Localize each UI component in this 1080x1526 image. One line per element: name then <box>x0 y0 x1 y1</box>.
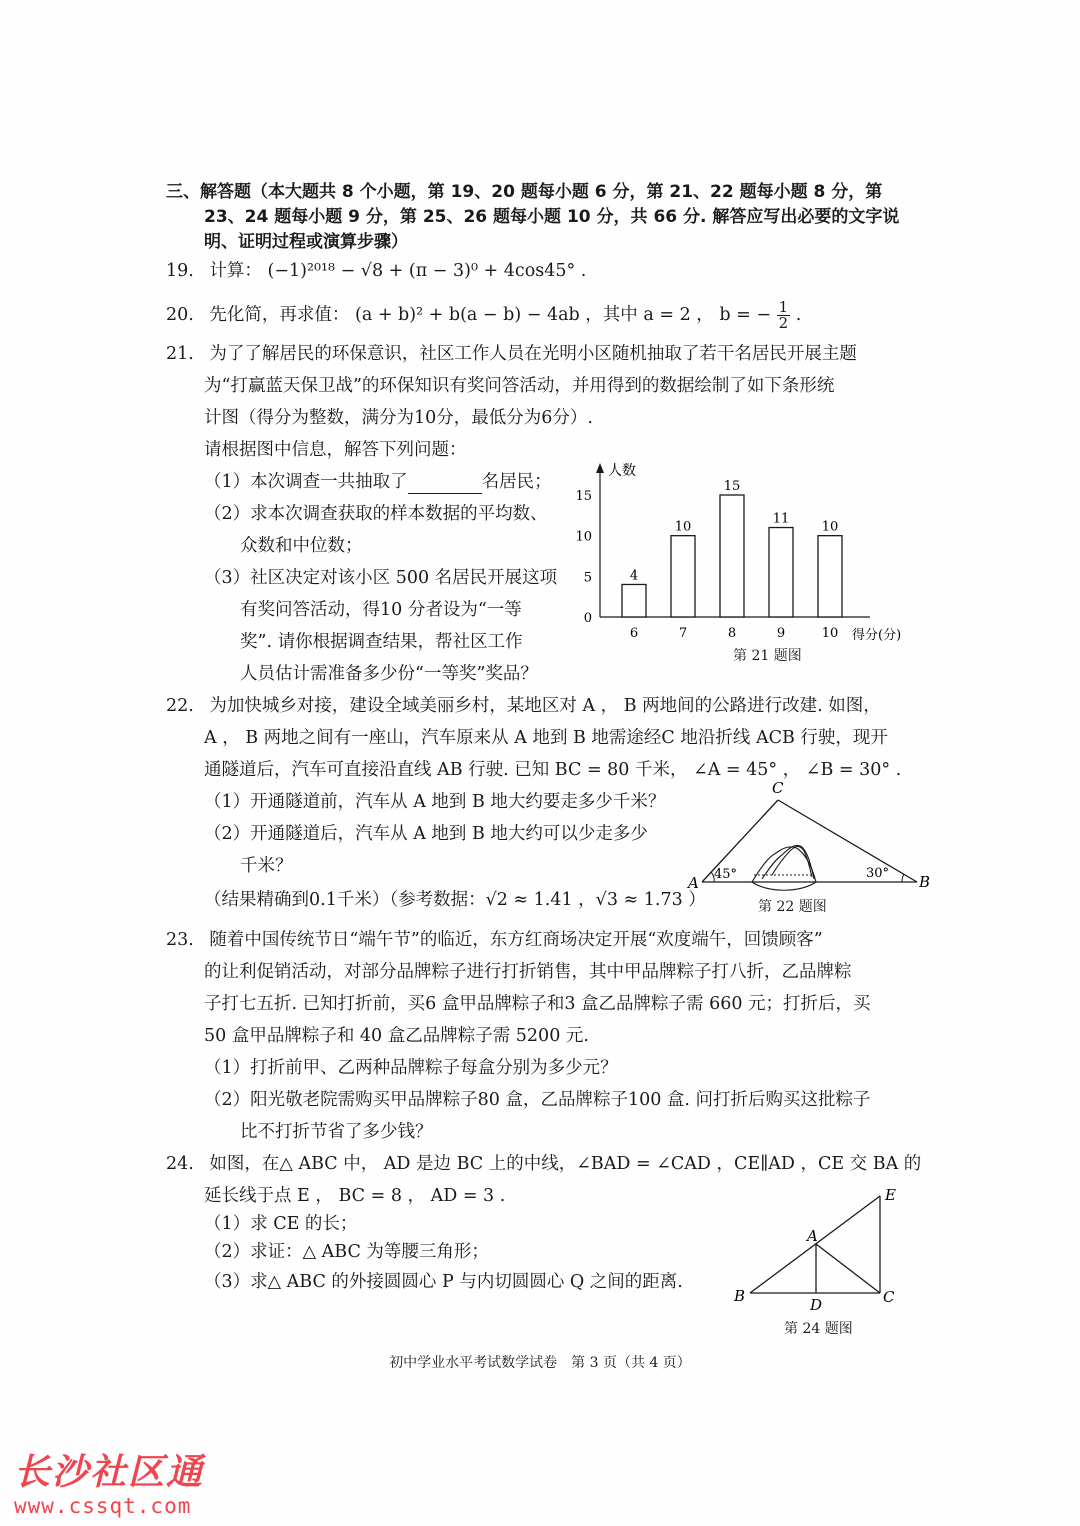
angle-label-b: 30° <box>866 866 890 881</box>
segment-ac <box>816 1244 880 1293</box>
triangle-abc-figure <box>728 1180 908 1315</box>
question-21-part3b: 有奖问答活动，得10 分者设为“一等 <box>240 600 522 620</box>
question-number: 24. <box>166 1154 194 1174</box>
section-heading-line2: 23、24 题每小题 9 分，第 25、26 题每小题 10 分，共 66 分. 解答应写出必要的文字说 <box>204 207 900 227</box>
question-23-line1 <box>166 928 823 952</box>
y-tick-label: 10 <box>575 529 592 545</box>
question-21-part3d: 人员估计需准备多少份“一等奖”奖品？ <box>240 664 538 684</box>
label-c: C <box>772 779 784 797</box>
question-21-part2a: （2）求本次调查获取的样本数据的平均数、 <box>204 504 548 524</box>
chart-caption: 第 21 题图 <box>733 648 802 664</box>
bar <box>769 528 793 617</box>
question-23-part2a: （2）阳光敬老院需购买甲品牌粽子80 盒，乙品牌粽子100 盒. 问打折后购买这批粽子 <box>204 1090 871 1110</box>
question-19 <box>166 259 586 283</box>
question-text: 为了了解居民的环保意识，社区工作人员在光明小区随机抽取了若干名居民开展主题 <box>209 344 857 364</box>
bar <box>622 584 646 617</box>
label-a: A <box>807 1227 818 1245</box>
question-number: 21. <box>166 344 194 364</box>
question-24-part1: （1）求 CE 的长； <box>204 1214 358 1234</box>
label-d: D <box>810 1296 823 1314</box>
bar-chart <box>570 455 930 645</box>
question-23-part1: （1）打折前甲、乙两种品牌粽子每盒分别为多少元？ <box>204 1058 618 1078</box>
question-text: 为加快城乡对接，建设全域美丽乡村，某地区对 A ， B 两地间的公路进行改建. 如图， <box>209 696 881 716</box>
page-footer: 初中学业水平考试数学试卷 第 3 页（共 4 页） <box>389 1355 691 1371</box>
question-23-part2b: 比不打折节省了多少钱？ <box>240 1122 433 1142</box>
question-24-part3: （3）求△ ABC 的外接圆圆心 P 与内切圆圆心 Q 之间的距离. <box>204 1272 683 1292</box>
question-23-line3: 子打七五折. 已知打折前，买6 盒甲品牌粽子和3 盒乙品牌粽子需 660 元；打折后，买 <box>204 994 871 1014</box>
question-24-line2: 延长线于点 E ， BC = 8 ， AD = 3 . <box>204 1186 506 1206</box>
part-text: （1）本次调查一共抽取了 <box>204 472 408 492</box>
question-21-part2b: 众数和中位数； <box>240 536 363 556</box>
y-tick-label: 15 <box>575 489 592 504</box>
section-heading-line3: 明、证明过程或演算步骤） <box>204 232 408 252</box>
x-tick-label: 8 <box>727 626 737 641</box>
question-21-line2: 为“打赢蓝天保卫战”的环保知识有奖问答活动，并用得到的数据绘制了如下条形统 <box>204 376 835 396</box>
x-tick-label: 7 <box>678 626 688 641</box>
question-22-note: （结果精确到0.1千米）（参考数据：√2 ≈ 1.41 ，√3 ≈ 1.73 ） <box>204 890 706 910</box>
y-axis-arrow <box>596 463 604 473</box>
bar-value-label: 4 <box>629 568 639 584</box>
question-24-part2: （2）求证：△ ABC 为等腰三角形； <box>204 1242 489 1262</box>
label-e: E <box>885 1186 896 1204</box>
question-21-line1 <box>166 342 857 366</box>
answer-blank <box>408 477 482 494</box>
question-22-part2a: （2）开通隧道后，汽车从 A 地到 B 地大约可以少走多少 <box>204 824 648 844</box>
mountain-triangle-figure <box>680 775 930 895</box>
question-23-line4: 50 盒甲品牌粽子和 40 盒乙品牌粽子需 5200 元. <box>204 1026 589 1046</box>
bar <box>818 536 842 617</box>
question-23-line2: 的让利促销活动，对部分品牌粽子进行打折销售，其中甲品牌粽子打八折，乙品牌粽 <box>204 962 852 982</box>
fraction <box>777 300 791 331</box>
question-number: 22. <box>166 696 194 716</box>
question-text: 随着中国传统节日“端午节”的临近，东方红商场决定开展“欢度端午，回馈顾客” <box>209 930 823 950</box>
bar <box>720 495 744 617</box>
bar-value-label: 10 <box>821 519 839 535</box>
label-b: B <box>734 1287 746 1305</box>
x-tick-label: 6 <box>629 626 639 641</box>
question-22-line1 <box>166 694 881 718</box>
question-21-part3a: （3）社区决定对该小区 500 名居民开展这项 <box>204 568 558 588</box>
question-22-line3: 通隧道后，汽车可直接沿直线 AB 行驶. 已知 BC = 80 千米， ∠A = 45° ， ∠B = 30° . <box>204 760 902 780</box>
x-tick-label: 10 <box>821 626 839 641</box>
question-number: 19. <box>166 261 194 281</box>
y-tick-label: 5 <box>583 570 592 586</box>
mountain-icon <box>752 845 816 890</box>
y-axis-label: 人数 <box>608 463 636 479</box>
fraction-numerator: 1 <box>778 298 789 316</box>
bar-value-label: 10 <box>674 519 692 535</box>
segment-cb <box>778 800 917 882</box>
question-number: 20. <box>166 305 194 325</box>
bar-value-label: 11 <box>772 511 790 527</box>
question-prefix: 先化简，再求值： <box>209 305 350 325</box>
y-tick-label: 0 <box>583 611 592 626</box>
x-tick-label: 9 <box>776 626 786 641</box>
question-22-part1: （1）开通隧道前，汽车从 A 地到 B 地大约要走多少千米？ <box>204 792 666 812</box>
question-21-line4: 请根据图中信息，解答下列问题： <box>204 440 467 460</box>
part-text-end: 名居民； <box>481 472 552 492</box>
angle-arc-b <box>902 874 904 882</box>
label-c: C <box>883 1288 895 1306</box>
figure-24-caption: 第 24 题图 <box>784 1321 853 1337</box>
label-b: B <box>919 873 930 891</box>
math-expression: (a + b)² + b(a − b) − 4ab ，其中 a = 2 ， b = − <box>355 305 771 325</box>
watermark <box>14 1452 204 1518</box>
math-suffix: . <box>795 305 802 325</box>
question-22-part2b: 千米？ <box>240 856 293 876</box>
watermark-logo: 长沙社区通 <box>14 1452 205 1493</box>
angle-label-a: 45° <box>714 867 738 882</box>
watermark-url: www.cssqt.com <box>14 1494 192 1518</box>
section-heading-line1: 三、解答题（本大题共 8 个小题，第 19、20 题每小题 6 分，第 21、22 题每小题 8 分，第 <box>166 182 883 202</box>
figure-22-caption: 第 22 题图 <box>758 899 827 915</box>
bar-value-label: 15 <box>723 479 741 494</box>
question-20 <box>166 300 801 331</box>
question-21-part1 <box>204 470 552 494</box>
question-21-line3: 计图（得分为整数，满分为10分，最低分为6分）. <box>204 408 593 428</box>
bar <box>671 536 695 617</box>
question-prefix: 计算： <box>209 261 262 281</box>
label-a: A <box>688 874 699 892</box>
question-24-line1 <box>166 1152 921 1176</box>
math-expression: (−1)²⁰¹⁸ − √8 + (π − 3)⁰ + 4cos45° . <box>267 261 587 281</box>
fraction-denominator: 2 <box>778 314 789 332</box>
question-number: 23. <box>166 930 194 950</box>
question-21-part3c: 奖”. 请你根据调查结果，帮社区工作 <box>240 632 523 652</box>
question-22-line2: A ， B 两地之间有一座山，汽车原来从 A 地到 B 地需途经C 地沿折线 ACB 行驶，现开 <box>204 728 888 748</box>
question-text: 如图，在△ ABC 中， AD 是边 BC 上的中线，∠BAD = ∠CAD ，CE∥AD ，CE 交 BA 的 <box>209 1154 922 1174</box>
x-axis-label: 得分(分) <box>852 628 902 643</box>
